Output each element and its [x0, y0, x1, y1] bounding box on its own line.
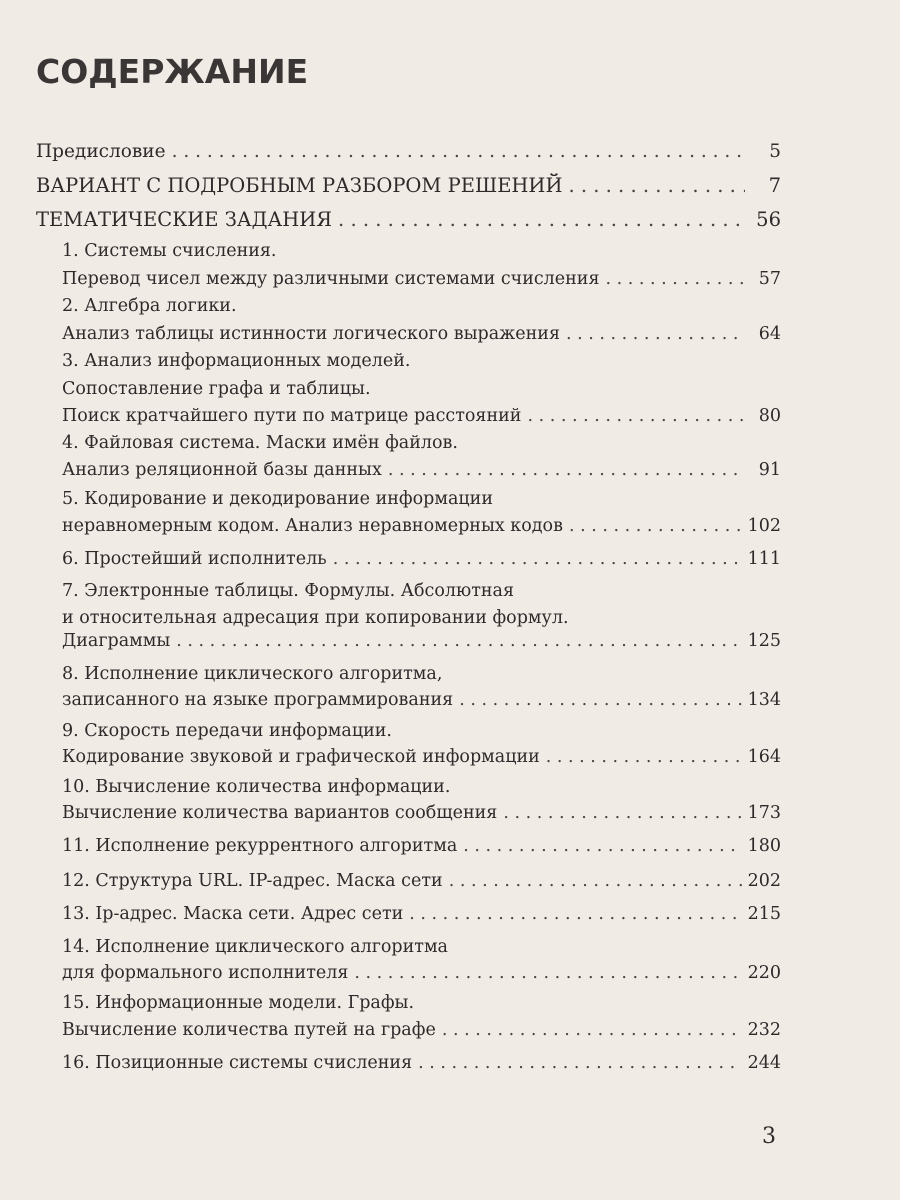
dot-leader: [463, 833, 741, 859]
toc-entry-text: Вычисление количества путей на графе: [62, 1020, 436, 1040]
toc-entry-line: [62, 718, 781, 744]
toc-entry-text: 10. Вычисление количества информации.: [62, 777, 451, 797]
toc-entry-line: [62, 513, 781, 539]
dot-leader: [172, 139, 745, 165]
toc-entry-line: [62, 1017, 781, 1043]
dot-leader: [503, 800, 741, 826]
toc-page-number: 220: [747, 963, 781, 983]
toc-entry-line: [62, 546, 781, 572]
toc-entry-text: 1. Системы счисления.: [62, 241, 277, 261]
toc-entry-text: 6. Простейший исполнитель: [62, 549, 327, 569]
dot-leader: [546, 744, 742, 770]
dot-leader: [176, 628, 741, 654]
toc-page-number: 173: [747, 803, 781, 823]
toc-page-number: 91: [758, 460, 781, 480]
toc-page-number: 111: [747, 549, 781, 569]
toc-entry-text: ТЕМАТИЧЕСКИЕ ЗАДАНИЯ: [36, 208, 333, 231]
dot-leader: [418, 1050, 741, 1076]
toc-entry-line: [62, 457, 781, 483]
dot-leader: [568, 173, 745, 199]
toc-entry-line: [62, 990, 781, 1016]
toc-entry-line: [62, 348, 781, 374]
toc-page-number: 56: [756, 208, 781, 231]
toc-entry-line: [62, 238, 781, 264]
toc-entry-line: [62, 430, 781, 456]
dot-leader: [449, 868, 742, 894]
dot-leader: [354, 960, 741, 986]
dot-leader: [442, 1017, 742, 1043]
toc-entry-text: Диаграммы: [62, 631, 171, 651]
toc-entry-text: Перевод чисел между различными системами счисления: [62, 269, 600, 289]
toc-entry-text: 7. Электронные таблицы. Формулы. Абсолютная: [62, 581, 515, 601]
toc-entry-text: 9. Скорость передачи информации.: [62, 721, 392, 741]
dot-leader: [409, 901, 741, 927]
toc-entry-line: [62, 321, 781, 347]
toc-entry-line: [62, 868, 781, 894]
toc-page-number: 164: [747, 747, 781, 767]
toc-entry-text: Кодирование звуковой и графической информации: [62, 747, 540, 767]
toc-entry-text: Анализ реляционной базы данных: [62, 460, 382, 480]
toc-entry-text: 12. Структура URL. IP-адрес. Маска сети: [62, 871, 443, 891]
toc-entry-text: Вычисление количества вариантов сообщения: [62, 803, 498, 823]
dot-leader: [566, 321, 745, 347]
toc-page-number: 244: [747, 1053, 781, 1073]
toc-entry-text: 8. Исполнение циклического алгоритма,: [62, 664, 443, 684]
dot-leader: [459, 687, 741, 713]
toc-page-number: 215: [747, 904, 781, 924]
toc-entry-text: ВАРИАНТ С ПОДРОБНЫМ РАЗБОРОМ РЕШЕНИЙ: [36, 174, 563, 197]
toc-entry-line: [62, 578, 781, 604]
toc-entry-line: [62, 293, 781, 319]
toc-entry-line: [62, 960, 781, 986]
toc-entry-text: 5. Кодирование и декодирование информации: [62, 489, 493, 509]
toc-page-number: 180: [747, 836, 781, 856]
toc-entry-text: для формального исполнителя: [62, 963, 349, 983]
toc-entry-line: [62, 266, 781, 292]
toc-entry-line: [62, 403, 781, 429]
toc-entry-line: [62, 376, 781, 402]
dot-leader: [606, 266, 745, 292]
toc-entry-line: [62, 800, 781, 826]
page-number: 3: [762, 1124, 776, 1149]
toc-entry-line: [36, 139, 781, 165]
toc-page-number: 102: [747, 516, 781, 536]
toc-entry-text: неравномерным кодом. Анализ неравномерных кодов: [62, 516, 563, 536]
toc-entry-text: 4. Файловая система. Маски имён файлов.: [62, 433, 458, 453]
toc-entry-line: [62, 687, 781, 713]
toc-entry-line: [36, 207, 781, 233]
dot-leader: [388, 457, 745, 483]
toc-page-number: 7: [768, 174, 781, 197]
toc-entry-text: 3. Анализ информационных моделей.: [62, 351, 411, 371]
toc-entry-text: 2. Алгебра логики.: [62, 296, 237, 316]
toc-entry-text: Предисловие: [36, 141, 166, 162]
toc-page-number: 57: [758, 269, 781, 289]
dot-leader: [569, 513, 742, 539]
toc-entry-line: [62, 901, 781, 927]
toc-entry-line: [62, 486, 781, 512]
dot-leader: [338, 207, 745, 233]
toc-entry-text: и относительная адресация при копировании формул.: [62, 608, 569, 628]
toc-page-number: 5: [769, 141, 781, 162]
toc-page-number: 64: [758, 324, 781, 344]
toc-page-number: 232: [747, 1020, 781, 1040]
toc-entry-text: 11. Исполнение рекуррентного алгоритма: [62, 836, 458, 856]
toc-entry-line: [62, 661, 781, 687]
dot-leader: [333, 546, 742, 572]
toc-entry-line: [62, 833, 781, 859]
toc-page-number: 202: [747, 871, 781, 891]
toc-entry-line: [62, 774, 781, 800]
toc-entry-line: [62, 744, 781, 770]
toc-entry-text: записанного на языке программирования: [62, 690, 454, 710]
toc-entry-line: [36, 173, 781, 199]
toc-entry-line: [62, 628, 781, 654]
toc-entry-line: [62, 1050, 781, 1076]
toc-page-number: 134: [747, 690, 781, 710]
toc-entry-text: 14. Исполнение циклического алгоритма: [62, 937, 448, 957]
toc-entry-text: 16. Позиционные системы счисления: [62, 1053, 413, 1073]
toc-entry-text: Сопоставление графа и таблицы.: [62, 379, 371, 399]
toc-entry-text: Поиск кратчайшего пути по матрице расстояний: [62, 406, 522, 426]
toc-entry-text: 15. Информационные модели. Графы.: [62, 993, 415, 1013]
toc-entry-line: [62, 934, 781, 960]
page-title: СОДЕРЖАНИЕ: [36, 52, 309, 91]
toc-entry-text: 13. Ip-адрес. Маска сети. Адрес сети: [62, 904, 404, 924]
toc-entry-text: Анализ таблицы истинности логического выражения: [62, 324, 560, 344]
toc-page-number: 80: [758, 406, 781, 426]
dot-leader: [527, 403, 745, 429]
toc-page-number: 125: [747, 631, 781, 651]
